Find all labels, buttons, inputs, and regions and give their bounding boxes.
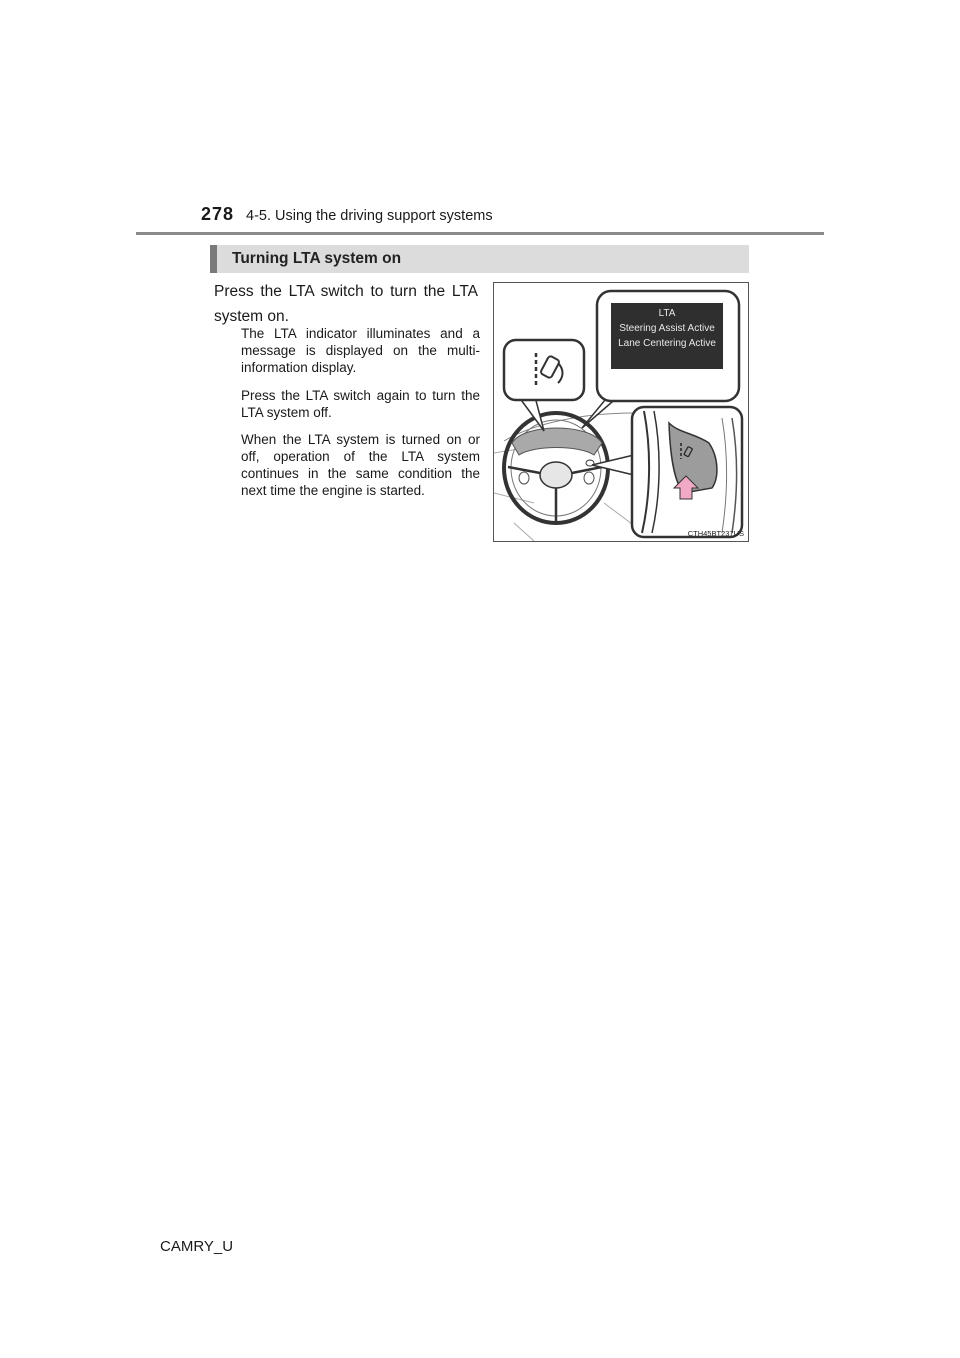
illustration-code: CTH45BT237US bbox=[687, 529, 744, 538]
display-line-title: LTA bbox=[658, 308, 676, 319]
body-paragraph: Press the LTA switch again to turn the LTA system off. bbox=[241, 388, 480, 420]
display-line-steering: Steering Assist Active bbox=[619, 323, 715, 334]
display-message bbox=[611, 304, 723, 368]
display-line-centering: Lane Centering Active bbox=[618, 338, 716, 349]
indicator-callout bbox=[504, 340, 584, 400]
page-number: 278 bbox=[201, 204, 235, 224]
body-paragraph: When the LTA system is turned on or off, operation of the LTA system continues in the same condition the next time the engine is started. bbox=[241, 432, 480, 498]
header-divider bbox=[136, 232, 824, 235]
body-paragraph: The LTA indicator illuminates and a message is displayed on the multi-information display. bbox=[241, 326, 480, 375]
section-title: Turning LTA system on bbox=[232, 250, 402, 267]
lta-switch-illustration bbox=[493, 282, 749, 542]
chapter-title: 4-5. Using the driving support systems bbox=[246, 208, 493, 224]
model-label: CAMRY_U bbox=[160, 1238, 234, 1255]
lead-instruction: Press the LTA switch to turn the LTA system on. bbox=[214, 283, 478, 325]
section-heading bbox=[210, 245, 749, 273]
